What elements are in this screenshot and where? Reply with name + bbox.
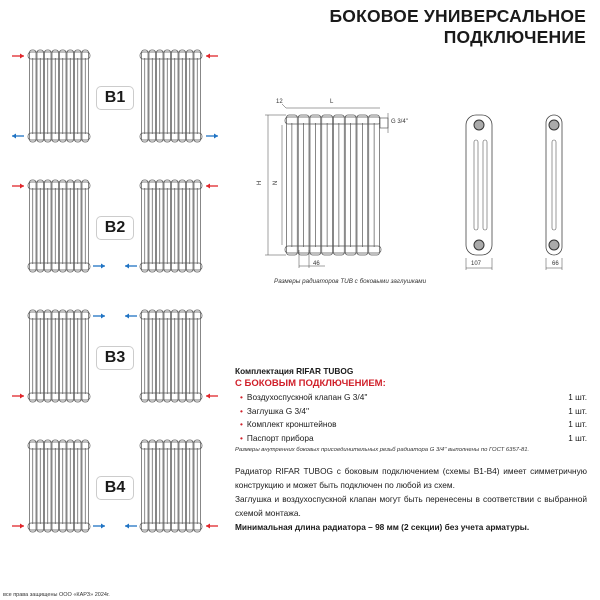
thread-fitting xyxy=(380,118,388,128)
item-name: • Воздухоспускной клапан G 3/4'' xyxy=(240,391,368,405)
arrowhead-icon xyxy=(206,184,210,189)
side-view-3col xyxy=(466,115,492,255)
arrowhead-icon xyxy=(20,54,24,59)
description-p2: Заглушка и воздухоспускной клапан могут быть перенесены в соответствии с выбранной схемой монтажа. xyxy=(235,494,587,518)
arrowhead-icon xyxy=(101,264,105,269)
title-line-1: БОКОВОЕ УНИВЕРСАЛЬНОЕ xyxy=(329,6,586,26)
arrowhead-icon xyxy=(20,524,24,529)
radiator xyxy=(140,440,202,532)
dim-12: 12 xyxy=(276,99,283,105)
arrowhead-icon xyxy=(206,54,210,59)
arrowhead-icon xyxy=(206,394,210,399)
arrowhead-icon xyxy=(206,524,210,529)
arrowhead-icon xyxy=(125,264,129,269)
list-item xyxy=(235,405,587,419)
radiator xyxy=(285,115,381,255)
arrowhead-icon xyxy=(101,314,105,319)
arrowhead-icon xyxy=(214,134,218,139)
scheme-label-b1: B1 xyxy=(96,86,134,110)
dim-h: H xyxy=(257,180,264,186)
radiator xyxy=(28,180,90,272)
radiator xyxy=(140,180,202,272)
item-qty: 1 шт. xyxy=(568,405,587,416)
list-item xyxy=(235,418,587,432)
dim-66: 66 xyxy=(552,261,559,267)
dim-n: N xyxy=(273,180,280,186)
list-item xyxy=(235,432,587,446)
side-view-nipple xyxy=(549,240,559,250)
arrowhead-icon xyxy=(125,314,129,319)
item-name: • Паспорт прибора xyxy=(240,432,314,446)
arrowhead-icon xyxy=(20,394,24,399)
item-qty: 1 шт. xyxy=(568,419,587,429)
side-view-nipple xyxy=(549,120,559,130)
arrowhead-icon xyxy=(20,184,24,189)
kit-subheading: С БОКОВЫМ ПОДКЛЮЧЕНИЕМ: xyxy=(235,378,386,389)
thread-note: Размеры внутренних боковых присоединительных резьб радиатора G 3/4'' выполнены по ГОСТ 6357-81. xyxy=(235,447,530,453)
scheme-label-b3: B3 xyxy=(96,346,134,370)
kit-heading: Комплектация RIFAR TUBOG xyxy=(235,366,354,376)
dim-l: L xyxy=(330,99,334,105)
scheme-label-b2: B2 xyxy=(96,216,134,240)
dim-107: 107 xyxy=(471,261,482,267)
scheme-label-b4: B4 xyxy=(96,476,134,500)
item-name: • Заглушка G 3/4'' xyxy=(240,405,309,419)
radiator xyxy=(28,50,90,142)
radiator xyxy=(140,310,202,402)
side-view-2col xyxy=(546,115,562,255)
item-name: • Комплект кронштейнов xyxy=(240,418,337,432)
list-item xyxy=(235,391,587,405)
title-line-2: ПОДКЛЮЧЕНИЕ xyxy=(443,27,586,47)
dim-46: 46 xyxy=(313,261,320,267)
arrowhead-icon xyxy=(12,134,16,139)
description-p3: Минимальная длина радиатора – 98 мм (2 секции) без учета арматуры. xyxy=(235,522,530,532)
radiator xyxy=(140,50,202,142)
arrowhead-icon xyxy=(125,524,129,529)
drawing-caption: Размеры радиаторов TUB с боковыми заглушками xyxy=(274,278,427,285)
radiator xyxy=(28,310,90,402)
item-qty: 1 шт. xyxy=(568,432,587,443)
description-p1: Радиатор RIFAR TUBOG с боковым подключением (схемы В1-В4) имеет симметричную конструкцию и может быть подключен по любой из схем. xyxy=(235,466,587,490)
description xyxy=(235,464,587,534)
footer-copyright: все права защищены ООО «КАРЗ» 2024г. xyxy=(3,592,110,598)
item-qty: 1 шт. xyxy=(568,392,587,402)
dim-thread: G 3/4'' xyxy=(391,119,408,125)
side-view-nipple xyxy=(474,120,484,130)
kit-section xyxy=(235,366,587,453)
kit-list xyxy=(235,391,587,445)
side-view-nipple xyxy=(474,240,484,250)
radiator xyxy=(28,440,90,532)
arrowhead-icon xyxy=(101,524,105,529)
